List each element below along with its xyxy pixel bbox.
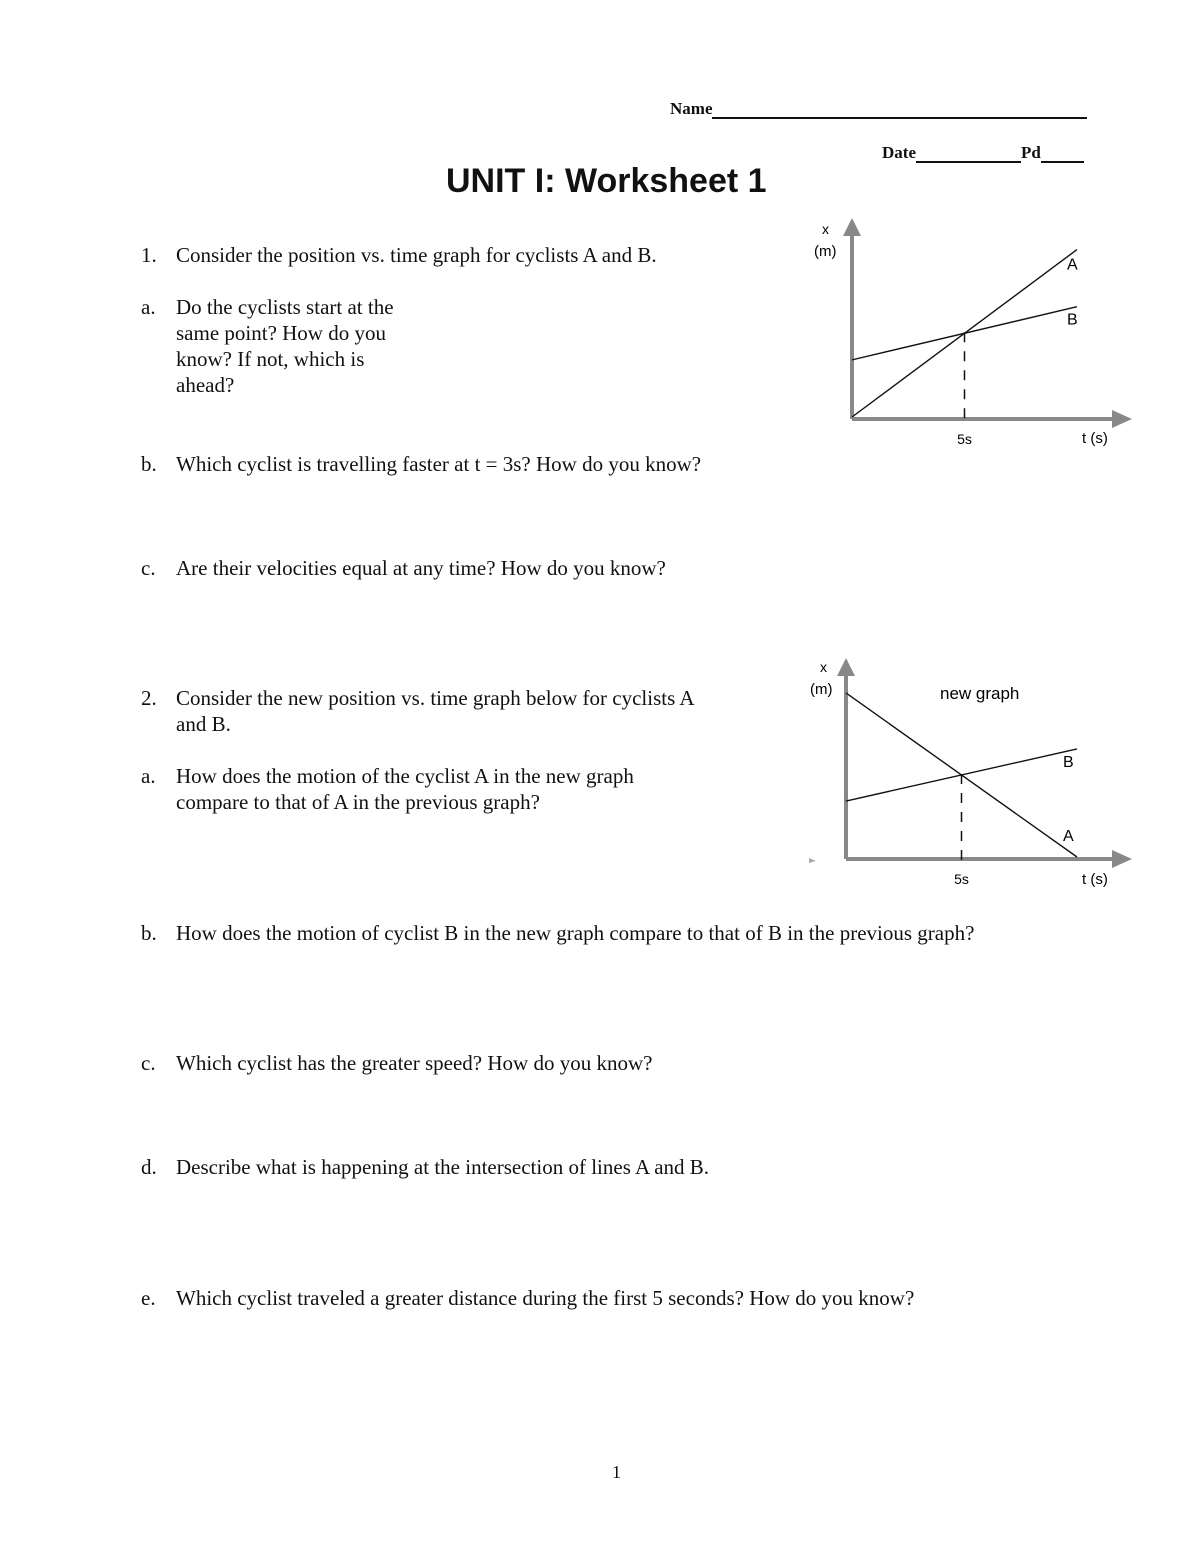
graph-1: [800, 210, 1145, 455]
q2e: [141, 1285, 1091, 1311]
g1-series-a-label: A: [1067, 256, 1078, 274]
g1-ylabel-bottom: (m): [814, 243, 837, 260]
page-number: 1: [612, 1462, 621, 1482]
q1b-text: Which cyclist is travelling faster at t = 3s? How do you know?: [176, 452, 702, 476]
g2-xlabel: t (s): [1082, 871, 1108, 888]
g2-series-b-label: B: [1063, 753, 1074, 771]
g1-ylabel-top: x: [822, 221, 829, 237]
q1a-line-4: ahead?: [176, 373, 235, 397]
g2-stray-mark-icon: [809, 858, 816, 863]
g2-series-a-label: A: [1063, 828, 1074, 845]
q2b: [141, 920, 1141, 946]
graph-2: [800, 650, 1145, 895]
date-label: Date: [882, 143, 916, 162]
q1a-line-3: know? If not, which is: [176, 347, 365, 371]
g1-xtick-label: 5s: [957, 431, 972, 447]
q2c-letter: c.: [141, 1051, 156, 1075]
q2b-text: How does the motion of cyclist B in the new graph compare to that of B in the previous graph?: [176, 921, 975, 945]
name-row: [670, 99, 1087, 119]
q1b-letter: b.: [141, 452, 157, 476]
q1b: [141, 451, 841, 477]
q2d-letter: d.: [141, 1155, 157, 1179]
q2a-line-2: compare to that of A in the previous graph?: [176, 790, 540, 814]
q2c-text: Which cyclist has the greater speed? How do you know?: [176, 1051, 653, 1075]
q2c: [141, 1050, 941, 1076]
g2-y-arrow-icon: [837, 658, 855, 676]
q1c: [141, 555, 841, 581]
q1a-line-2: same point? How do you: [176, 321, 386, 345]
pd-field[interactable]: [1041, 144, 1084, 163]
q2-prompt: [141, 685, 781, 737]
q1-prompt-text: Consider the position vs. time graph for cyclists A and B.: [176, 243, 657, 267]
q2a: [141, 763, 781, 815]
pd-label: Pd: [1020, 143, 1041, 162]
page-title: UNIT I: Worksheet 1: [446, 162, 767, 200]
q2a-letter: a.: [141, 764, 156, 788]
q1a: [141, 294, 471, 398]
q1c-text: Are their velocities equal at any time? How do you know?: [176, 556, 666, 580]
q2-number: 2.: [141, 686, 157, 710]
q2e-letter: e.: [141, 1286, 156, 1310]
g2-x-arrow-icon: [1112, 850, 1132, 868]
g1-xlabel: t (s): [1082, 430, 1108, 447]
q2a-line-1: How does the motion of the cyclist A in the new graph: [176, 764, 634, 788]
q1c-letter: c.: [141, 556, 156, 580]
g1-y-arrow-icon: [843, 218, 861, 236]
name-field[interactable]: [712, 100, 1087, 119]
g2-xtick-label: 5s: [954, 871, 969, 887]
q1a-line-1: Do the cyclists start at the: [176, 295, 394, 319]
date-field[interactable]: [916, 144, 1021, 163]
q1-number: 1.: [141, 243, 157, 267]
g2-title: new graph: [940, 684, 1020, 703]
q2-prompt-line-2: and B.: [176, 712, 231, 736]
q1-prompt: [141, 242, 781, 268]
q2d-text: Describe what is happening at the intersection of lines A and B.: [176, 1155, 710, 1179]
q2b-letter: b.: [141, 921, 157, 945]
g2-ylabel-top: x: [820, 659, 827, 675]
q2d: [141, 1154, 941, 1180]
q2-prompt-line-1: Consider the new position vs. time graph below for cyclists A: [176, 686, 695, 710]
name-label: Name: [670, 99, 713, 118]
g1-series-b-label: B: [1067, 311, 1078, 329]
q1a-letter: a.: [141, 295, 156, 319]
g2-ylabel-bottom: (m): [810, 681, 833, 698]
date-row: [882, 143, 1084, 163]
g1-x-arrow-icon: [1112, 410, 1132, 428]
q2e-text: Which cyclist traveled a greater distance during the first 5 seconds? How do you know?: [176, 1286, 915, 1310]
